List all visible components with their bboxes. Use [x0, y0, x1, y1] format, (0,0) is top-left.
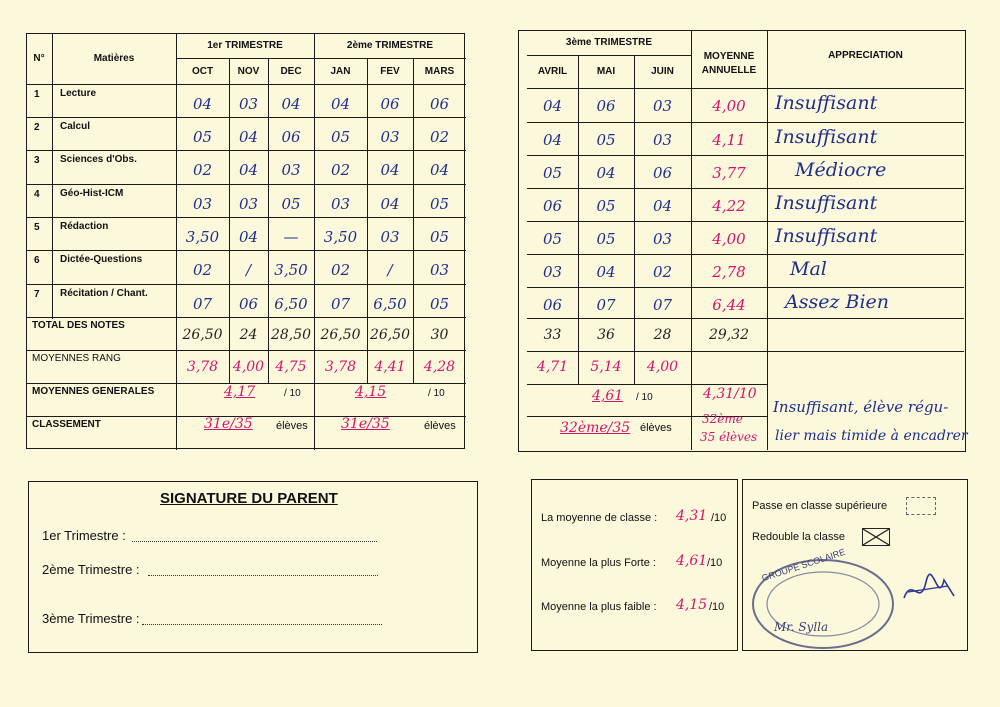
signature-t2-line[interactable]	[148, 575, 378, 576]
moyenne-faible-suffix: /10	[709, 601, 725, 613]
classement-label: CLASSEMENT	[32, 419, 101, 430]
moy-gen-t2: 4,15	[355, 384, 387, 400]
annual-moy: 4,31/10	[703, 386, 757, 402]
month-jan: JAN	[330, 65, 351, 77]
subject-number: 6	[34, 255, 40, 266]
annual-average-cell: 6,44	[712, 296, 746, 314]
moy-rang-cell: 4,00	[232, 359, 265, 375]
grade-cell: 04	[238, 228, 259, 246]
total-cell: 30	[430, 327, 449, 343]
grade-cell: 06	[380, 95, 400, 113]
grade-cell: 04	[429, 161, 450, 179]
moyenne-faible-label: Moyenne la plus faible :	[541, 601, 657, 613]
moy-rang-cell: 4,75	[275, 359, 307, 375]
grade-cell: 05	[281, 195, 301, 213]
director-signature-icon	[898, 568, 958, 618]
appreciation-cell: Insuffisant	[775, 192, 878, 214]
total-cell: 28	[653, 327, 672, 343]
grade-cell: 04	[542, 97, 563, 115]
subject-number: 1	[34, 89, 40, 100]
moy-rang-cell: 5,14	[590, 359, 622, 375]
moyenne-classe-label: La moyenne de classe :	[541, 512, 658, 524]
moy-rang-cell: 3,78	[324, 359, 357, 375]
class-t2: 31e/35	[341, 416, 390, 432]
total-label: TOTAL DES NOTES	[32, 320, 125, 331]
moy-rang-label: MOYENNES RANG	[32, 353, 121, 364]
passe-label: Passe en classe supérieure	[752, 500, 888, 512]
month-mai: MAI	[596, 66, 616, 77]
moyenne-forte-value: 4,61	[676, 553, 708, 569]
annual-average-cell: 4,00	[712, 230, 746, 248]
grade-cell: 06	[542, 197, 563, 215]
grade-cell: /	[245, 261, 252, 279]
grade-cell: 03	[238, 95, 259, 113]
annual-average-cell: 3,77	[712, 164, 746, 182]
moy-rang-cell: 4,71	[536, 359, 569, 375]
appreciation-cell: Assez Bien	[785, 291, 890, 313]
subject-number: 7	[34, 289, 40, 300]
grade-cell: 04	[542, 131, 563, 149]
grade-cell: 03	[281, 161, 301, 179]
signature-title: SIGNATURE DU PARENT	[160, 490, 338, 507]
total-cell: 33	[543, 327, 562, 343]
moyenne-classe-suffix: /10	[711, 512, 727, 524]
grade-cell: 03	[429, 261, 450, 279]
grade-cell: 05	[429, 295, 450, 313]
grade-cell: 03	[542, 263, 563, 281]
annual-average-cell: 2,78	[712, 263, 746, 281]
grade-cell: 3,50	[274, 261, 308, 279]
signature-t1-line[interactable]	[132, 541, 377, 542]
grade-cell: 04	[596, 164, 616, 182]
grade-cell: 04	[380, 161, 400, 179]
grade-cell: 07	[192, 295, 213, 313]
moy-gen-label: MOYENNES GENERALES	[32, 386, 155, 397]
moyenne-forte-label: Moyenne la plus Forte :	[541, 557, 656, 569]
grade-cell: 02	[652, 263, 673, 281]
subject-number: 4	[34, 189, 40, 200]
grade-cell: 05	[596, 131, 616, 149]
signature-t3-line[interactable]	[142, 624, 382, 625]
grade-cell: 03	[652, 230, 673, 248]
stamp-text: GROUPE SCOLAIRE	[760, 546, 847, 584]
grade-cell: 04	[238, 161, 259, 179]
moy-gen-t1-per10: / 10	[284, 388, 301, 399]
annual-class-rank: 32ème	[702, 412, 743, 426]
moy-gen-t2-per10: / 10	[428, 388, 445, 399]
grade-cell: 3,50	[323, 228, 358, 246]
grade-cell: 06	[652, 164, 673, 182]
grade-cell: 02	[330, 161, 351, 179]
grade-cell: 6,50	[373, 295, 407, 313]
month-juin: JUIN	[651, 66, 674, 77]
moy-rang-cell: 3,78	[186, 359, 219, 375]
grade-cell: 3,50	[185, 228, 220, 246]
month-nov: NOV	[237, 65, 260, 77]
appreciation-cell: Insuffisant	[775, 126, 878, 148]
signature-t1-label: 1er Trimestre :	[42, 528, 126, 543]
appreciation-cell: Insuffisant	[775, 92, 878, 114]
grade-cell: 03	[330, 195, 351, 213]
total-cell: 24	[239, 327, 258, 343]
moy-gen-t3: 4,61	[592, 388, 624, 404]
grade-cell: 07	[330, 295, 351, 313]
subject-name: Calcul	[60, 121, 91, 132]
grade-cell: 06	[429, 95, 450, 113]
total-cell: 26,50	[369, 327, 411, 343]
grade-cell: 07	[652, 296, 673, 314]
grade-cell: 05	[330, 128, 351, 146]
school-stamp-icon	[748, 552, 898, 652]
grade-cell: 06	[542, 296, 563, 314]
moy-rang-cell: 4,41	[374, 359, 406, 375]
month-oct: OCT	[191, 65, 214, 77]
header-no: N°	[33, 53, 45, 64]
moy-gen-t1: 4,17	[224, 384, 256, 400]
subject-number: 2	[34, 122, 40, 133]
grade-cell: 05	[542, 164, 563, 182]
annual-average-cell: 4,22	[712, 197, 746, 215]
total-cell: 28,50	[270, 327, 312, 343]
total-cell: 26,50	[320, 327, 361, 343]
grade-cell: 04	[192, 95, 213, 113]
redouble-checkbox[interactable]	[862, 528, 890, 546]
redouble-label: Redouble la classe	[752, 531, 845, 543]
moy-rang-cell: 4,28	[423, 359, 456, 375]
subject-name: Lecture	[60, 88, 97, 99]
grade-cell: 06	[238, 295, 259, 313]
month-dec: DEC	[280, 65, 302, 77]
annual-average-cell: 4,11	[712, 131, 746, 149]
header-subject: Matières	[93, 53, 135, 64]
subject-name: Sciences d'Obs.	[60, 154, 137, 165]
grade-cell: 07	[596, 296, 616, 314]
stamp-name: Mr. Sylla	[774, 620, 829, 634]
class-t1: 31e/35	[204, 416, 253, 432]
header-trim3: 3ème TRIMESTRE	[565, 37, 653, 48]
month-fev: FEV	[380, 65, 400, 77]
grade-cell: 05	[429, 195, 450, 213]
moy-gen-t3-per10: / 10	[636, 392, 653, 403]
grade-cell: 04	[652, 197, 673, 215]
grade-cell: 02	[192, 161, 213, 179]
annual-average-cell: 4,00	[712, 97, 746, 115]
grade-cell: 03	[652, 97, 673, 115]
grade-cell: 05	[429, 228, 450, 246]
subject-name: Dictée-Questions	[60, 254, 143, 265]
total-annual-cell: 29,32	[708, 327, 750, 343]
cross-mark-icon	[863, 529, 889, 545]
moyenne-faible-value: 4,15	[676, 597, 708, 613]
subject-name: Récitation / Chant.	[60, 288, 148, 299]
grade-cell: 04	[380, 195, 400, 213]
grade-cell: 04	[596, 263, 616, 281]
passe-checkbox[interactable]	[906, 497, 936, 515]
grade-cell: 02	[429, 128, 450, 146]
grade-cell: —	[283, 228, 299, 246]
total-cell: 26,50	[182, 327, 223, 343]
grade-cell: 04	[238, 128, 259, 146]
final-appreciation-line2: lier mais timide à encadrer	[775, 428, 968, 444]
grade-cell: 05	[192, 128, 213, 146]
grade-cell: 06	[596, 97, 616, 115]
subject-number: 3	[34, 155, 40, 166]
grade-cell: 06	[281, 128, 301, 146]
grade-cell: 03	[192, 195, 213, 213]
subject-number: 5	[34, 222, 40, 233]
header-moyenne-annuelle: MOYENNE ANNUELLE	[701, 51, 757, 76]
grade-cell: 03	[238, 195, 259, 213]
appreciation-cell: Mal	[790, 258, 827, 280]
subject-name: Géo-Hist-ICM	[60, 188, 124, 199]
total-cell: 36	[597, 327, 615, 343]
moy-rang-cell: 4,00	[646, 359, 679, 375]
subject-name: Rédaction	[60, 221, 109, 232]
grade-cell: 03	[380, 228, 400, 246]
header-trim1: 1er TRIMESTRE	[207, 40, 283, 51]
moyenne-classe-value: 4,31	[676, 508, 708, 524]
signature-t3-label: 3ème Trimestre :	[42, 611, 140, 626]
grade-cell: 05	[596, 197, 616, 215]
class-t3: 32ème/35	[560, 420, 631, 436]
class-t3-eleves: élèves	[640, 422, 672, 434]
appreciation-cell: Médiocre	[795, 159, 887, 181]
grade-cell: 05	[596, 230, 616, 248]
grade-cell: 6,50	[274, 295, 308, 313]
header-appreciation: APPRECIATION	[828, 49, 903, 61]
moyenne-forte-suffix: /10	[707, 557, 723, 569]
month-mars: MARS	[424, 65, 455, 77]
grade-cell: /	[387, 261, 393, 279]
header-trim2: 2ème TRIMESTRE	[346, 40, 434, 51]
grade-cell: 02	[330, 261, 351, 279]
grade-cell: 04	[330, 95, 351, 113]
final-appreciation-line1: Insuffisant, élève régu-	[773, 398, 949, 416]
appreciation-cell: Insuffisant	[775, 225, 878, 247]
month-avril: AVRIL	[537, 66, 568, 77]
grade-cell: 03	[652, 131, 673, 149]
grade-cell: 05	[542, 230, 563, 248]
grade-cell: 04	[281, 95, 301, 113]
grade-cell: 03	[380, 128, 400, 146]
class-t2-eleves: élèves	[424, 420, 456, 432]
signature-t2-label: 2ème Trimestre :	[42, 562, 140, 577]
class-t1-eleves: élèves	[276, 420, 308, 432]
grade-cell: 02	[192, 261, 213, 279]
annual-class-total: 35 élèves	[700, 430, 758, 444]
